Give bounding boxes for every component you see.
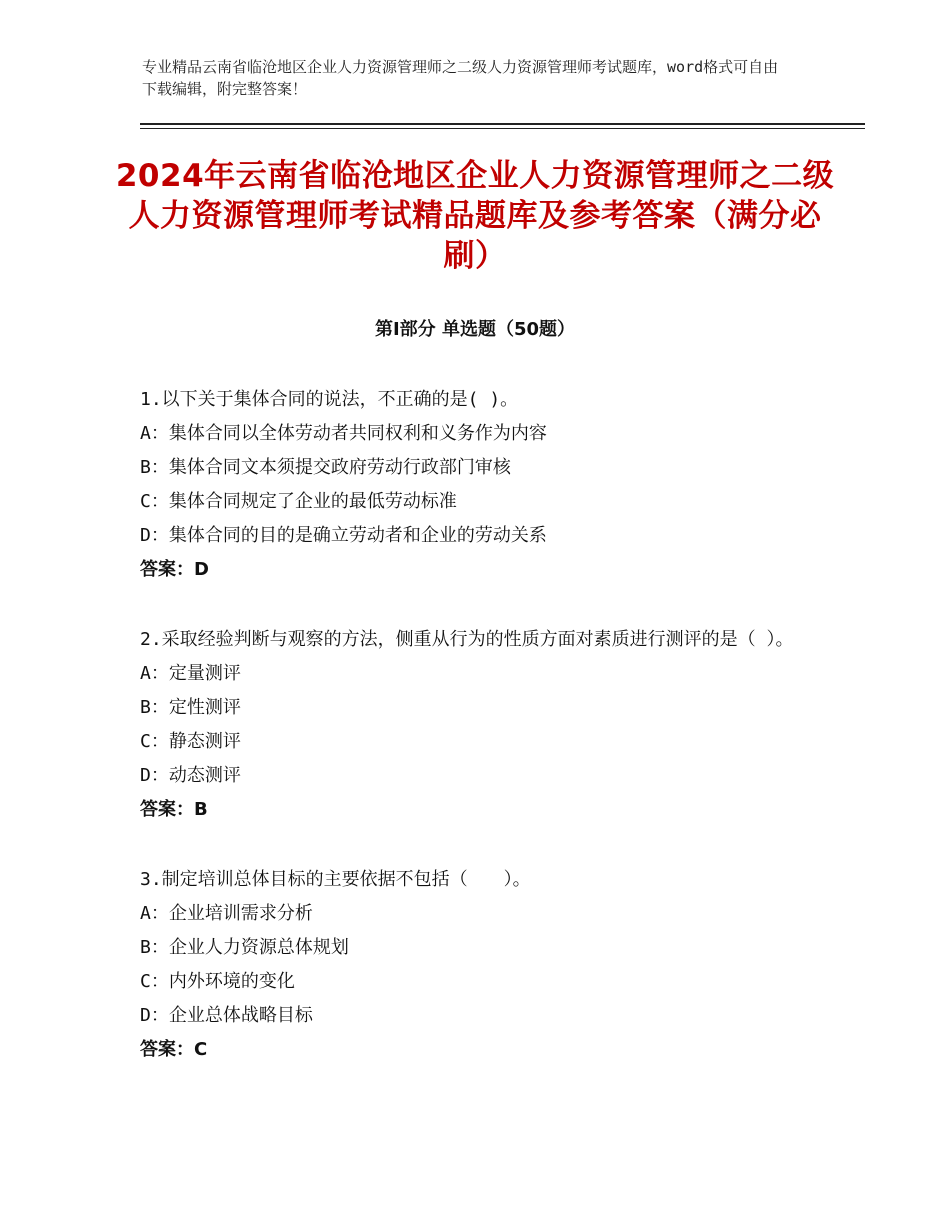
option-b: B：定性测评 (140, 697, 241, 718)
section-title: 第Ⅰ部分 单选题（50题） (374, 319, 575, 340)
question-list (140, 383, 810, 1103)
question-stem: 3.制定培训总体目标的主要依据不包括（ ）。 (140, 869, 531, 890)
header-divider-thin (140, 128, 865, 129)
option-c: C：静态测评 (140, 731, 241, 752)
option-b: B：集体合同文本须提交政府劳动行政部门审核 (140, 457, 511, 478)
question-1 (140, 383, 810, 587)
answer: 答案：B (140, 799, 208, 820)
option-a: A：定量测评 (140, 663, 241, 684)
option-d: D：集体合同的目的是确立劳动者和企业的劳动关系 (140, 525, 547, 546)
option-a: A：集体合同以全体劳动者共同权利和义务作为内容 (140, 423, 547, 444)
option-b: B：企业人力资源总体规划 (140, 937, 349, 958)
question-3 (140, 863, 810, 1067)
option-a: A：企业培训需求分析 (140, 903, 313, 924)
answer: 答案：D (140, 559, 209, 580)
option-d: D：动态测评 (140, 765, 241, 786)
header-divider-thick (140, 123, 865, 125)
option-c: C：内外环境的变化 (140, 971, 295, 992)
option-c: C：集体合同规定了企业的最低劳动标准 (140, 491, 457, 512)
question-stem: 1.以下关于集体合同的说法，不正确的是( )。 (140, 389, 519, 410)
document-title: 2024年云南省临沧地区企业人力资源管理师之二级人力资源管理师考试精品题库及参考答案（满分必刷） (115, 158, 835, 274)
question-2 (140, 623, 810, 827)
question-stem: 2.采取经验判断与观察的方法，侧重从行为的性质方面对素质进行测评的是（ ）。 (140, 629, 794, 650)
answer: 答案：C (140, 1039, 208, 1060)
option-d: D：企业总体战略目标 (140, 1005, 313, 1026)
header-note: 专业精品云南省临沧地区企业人力资源管理师之二级人力资源管理师考试题库，word格式可自由下载编辑，附完整答案！ (142, 58, 779, 98)
